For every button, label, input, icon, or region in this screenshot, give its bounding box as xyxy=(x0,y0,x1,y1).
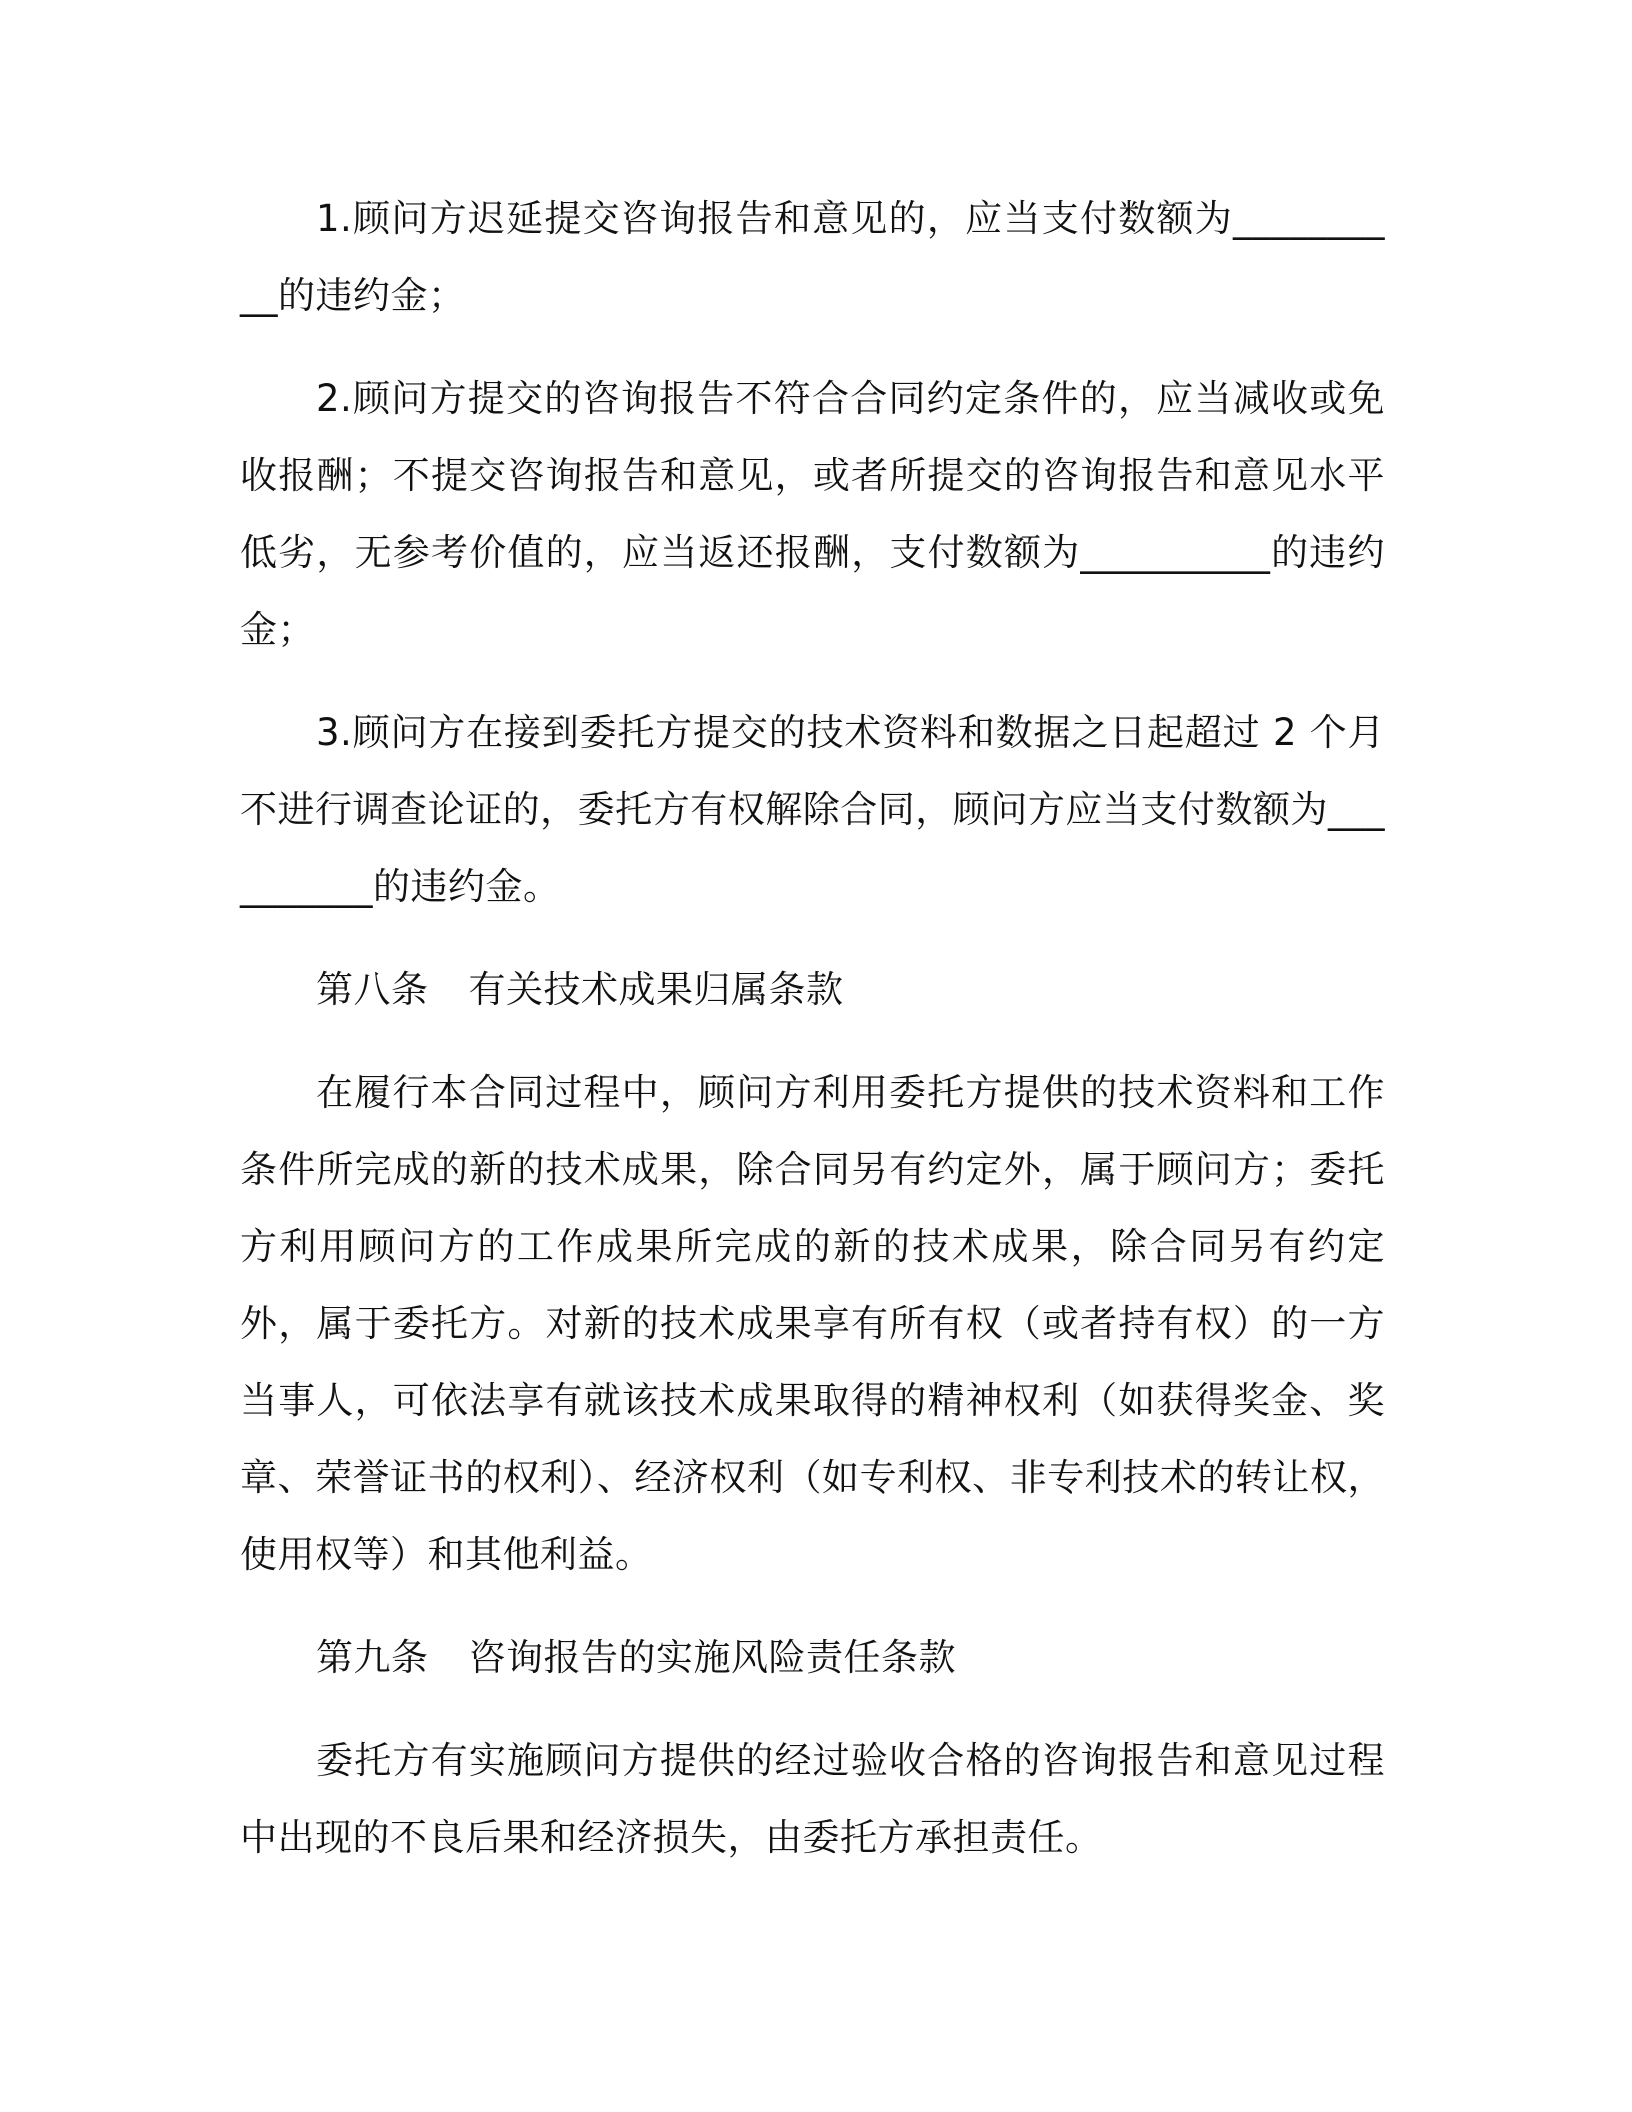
clause-item-1: 1.顾问方迟延提交咨询报告和意见的，应当支付数额为__________的违约金； xyxy=(240,197,1385,317)
article-9-body: 委托方有实施顾问方提供的经过验收合格的咨询报告和意见过程中出现的不良后果和经济损失，由委托方承担责任。 xyxy=(240,1739,1385,1859)
clause-item-3: 3.顾问方在接到委托方提交的技术资料和数据之日起超过 2 个月不进行调查论证的，委托方有权解除合同，顾问方应当支付数额为__________的违约金。 xyxy=(240,711,1385,908)
article-9-number: 第九条 xyxy=(316,1636,429,1679)
article-9-heading xyxy=(240,1619,1385,1696)
article-8-title: 有关技术成果归属条款 xyxy=(468,968,844,1011)
article-8-body: 在履行本合同过程中，顾问方利用委托方提供的技术资料和工作条件所完成的新的技术成果，除合同另有约定外，属于顾问方；委托方利用顾问方的工作成果所完成的新的技术成果，除合同另有约定外，属于委托方。对新的技术成果享有所有权（或者持有权）的一方当事人，可依法享有就该技术成果取得的精神权利（如获得奖金、奖章、荣誉证书的权利）、经济权利（如专利权、非专利技术的转让权，使用权等）和其他利益。 xyxy=(240,1071,1385,1576)
document-page xyxy=(240,180,1385,1876)
clause-item-2: 2.顾问方提交的咨询报告不符合合同约定条件的，应当减收或免收报酬；不提交咨询报告和意见，或者所提交的咨询报告和意见水平低劣，无参考价值的，应当返还报酬，支付数额为__________的违约金； xyxy=(240,377,1385,651)
article-8-heading xyxy=(240,951,1385,1028)
article-8-number: 第八条 xyxy=(316,968,429,1011)
article-9-title: 咨询报告的实施风险责任条款 xyxy=(468,1636,956,1679)
